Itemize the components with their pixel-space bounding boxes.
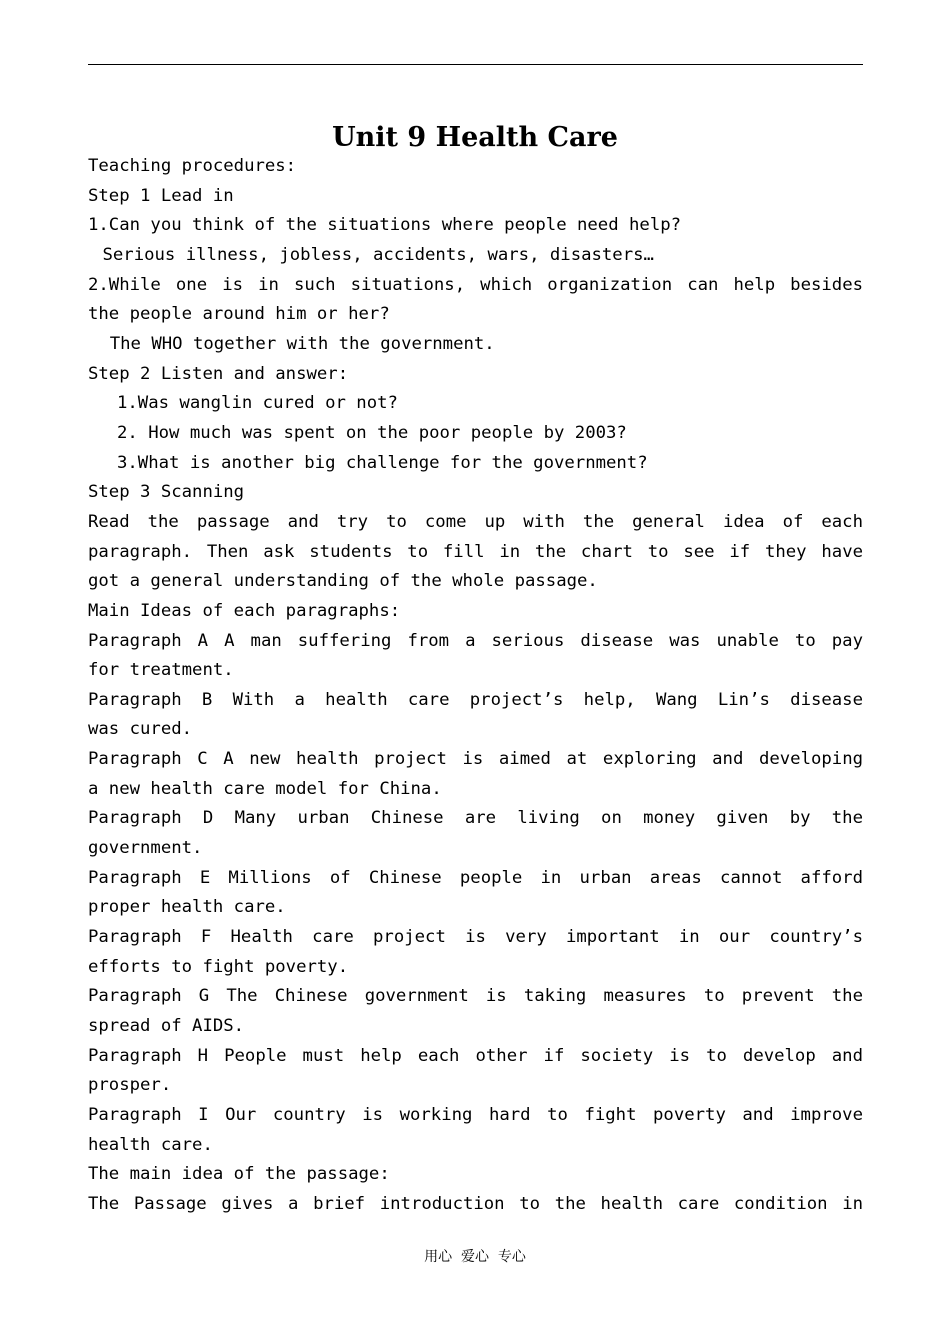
text-line: Paragraph B With a health care project’s help, Wang Lin’s disease bbox=[88, 689, 863, 710]
text-line: health care. bbox=[88, 1134, 213, 1155]
text-line: Paragraph I Our country is working hard to fight poverty and improve bbox=[88, 1105, 863, 1125]
text-line: government. bbox=[88, 838, 203, 859]
text-line: spread of AIDS. bbox=[88, 1016, 245, 1037]
text-line: Paragraph G The Chinese government is taking measures to prevent the bbox=[88, 986, 863, 1007]
text-line: Teaching procedures: bbox=[88, 156, 297, 176]
text-line: Paragraph F Health care project is very important in our country’s bbox=[88, 927, 863, 948]
text-line: Read the passage and try to come up with the general idea of each bbox=[88, 511, 863, 532]
text-line: Step 1 Lead in bbox=[88, 185, 234, 206]
text-line: Serious illness, jobless, accidents, wars, disasters… bbox=[102, 244, 654, 265]
text-line: The main idea of the passage: bbox=[88, 1164, 390, 1185]
text-line: efforts to fight poverty. bbox=[88, 956, 349, 977]
text-line: was cured. bbox=[88, 719, 193, 740]
text-line: 2. How much was spent on the poor people by 2003? bbox=[117, 422, 627, 443]
text-line: Paragraph E Millions of Chinese people in urban areas cannot afford bbox=[88, 867, 863, 888]
text-line: The WHO together with the government. bbox=[109, 333, 495, 354]
text-line: paragraph. Then ask students to fill in the chart to see if they have bbox=[88, 541, 863, 562]
text-line: Step 2 Listen and answer: bbox=[88, 363, 349, 384]
text-line: prosper. bbox=[88, 1075, 172, 1096]
text-line: 1.Was wanglin cured or not? bbox=[117, 393, 398, 414]
text-line: 1.Can you think of the situations where people need help? bbox=[88, 215, 682, 236]
text-line: got a general understanding of the whole passage. bbox=[88, 571, 598, 592]
text-line: Paragraph H People must help each other if society is to develop and bbox=[88, 1045, 863, 1066]
text-line: the people around him or her? bbox=[88, 304, 390, 325]
text-line: Step 3 Scanning bbox=[88, 482, 245, 503]
text-line: for treatment. bbox=[88, 660, 234, 681]
text-line: Main Ideas of each paragraphs: bbox=[88, 600, 401, 621]
page-footer: 用心 爱心 专心 bbox=[424, 1249, 526, 1265]
document-body bbox=[88, 152, 863, 1220]
text-line: proper health care. bbox=[88, 897, 286, 918]
text-line: Paragraph D Many urban Chinese are living on money given by the bbox=[88, 808, 863, 829]
text-line: The Passage gives a brief introduction to the health care condition in bbox=[88, 1193, 863, 1214]
text-line: 3.What is another big challenge for the government? bbox=[117, 452, 648, 473]
document-title: Unit 9 Health Care bbox=[332, 122, 618, 153]
text-line: Paragraph A A man suffering from a serious disease was unable to pay bbox=[88, 630, 863, 651]
text-line: Paragraph C A new health project is aimed at exploring and developing bbox=[88, 749, 863, 770]
header-rule bbox=[88, 64, 863, 65]
text-line: a new health care model for China. bbox=[88, 778, 442, 799]
text-line: 2.While one is in such situations, which organization can help besides bbox=[88, 274, 863, 295]
